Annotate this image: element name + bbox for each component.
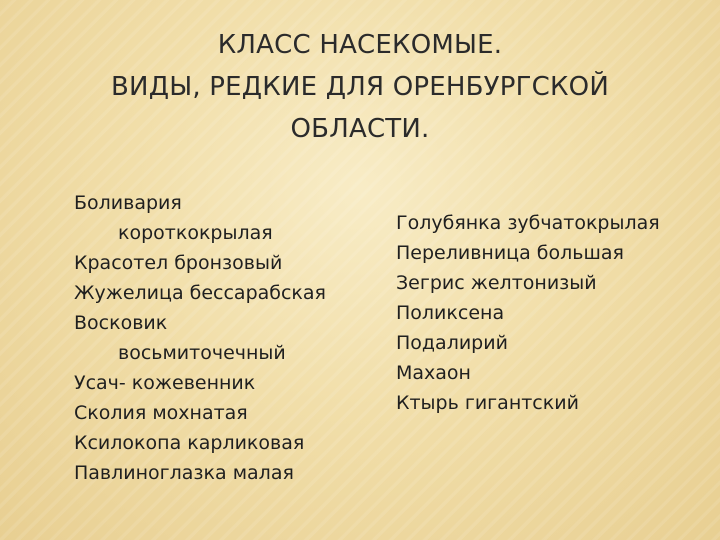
species-name: Боливария — [74, 192, 182, 214]
species-item: Голубянка зубчатокрылая — [396, 212, 660, 234]
species-item: Подалирий — [396, 332, 508, 354]
species-item — [74, 308, 364, 368]
title-line: ОБЛАСТИ. — [290, 114, 430, 144]
species-item — [74, 248, 364, 278]
species-item — [74, 458, 364, 488]
species-list-left — [74, 188, 364, 488]
slide-title — [40, 24, 680, 150]
species-item: Ктырь гигантский — [396, 392, 579, 414]
species-name: Сколия мохнатая — [74, 402, 248, 424]
species-item: Махаон — [396, 362, 471, 384]
species-item — [74, 368, 364, 398]
species-item: Поликсена — [396, 302, 505, 324]
species-list-right — [396, 208, 696, 418]
species-name: Усач- кожевенник — [74, 372, 256, 394]
title-line: КЛАСС НАСЕКОМЫЕ. — [217, 30, 503, 60]
species-item — [74, 428, 364, 458]
species-item — [74, 188, 364, 248]
species-name-continuation: короткокрылая — [118, 222, 273, 244]
title-line: ВИДЫ, РЕДКИЕ ДЛЯ ОРЕНБУРГСКОЙ — [111, 72, 609, 102]
species-name-continuation: восьмиточечный — [118, 342, 286, 364]
species-name: Жужелица бессарабская — [74, 282, 326, 304]
species-name: Красотел бронзовый — [74, 252, 283, 274]
species-name: Павлиноглазка малая — [74, 462, 294, 484]
species-item — [74, 398, 364, 428]
species-item: Переливница большая — [396, 242, 624, 264]
species-name: Восковик — [74, 312, 168, 334]
species-item: Зегрис желтонизый — [396, 272, 597, 294]
species-item — [74, 278, 364, 308]
species-name: Ксилокопа карликовая — [74, 432, 305, 454]
